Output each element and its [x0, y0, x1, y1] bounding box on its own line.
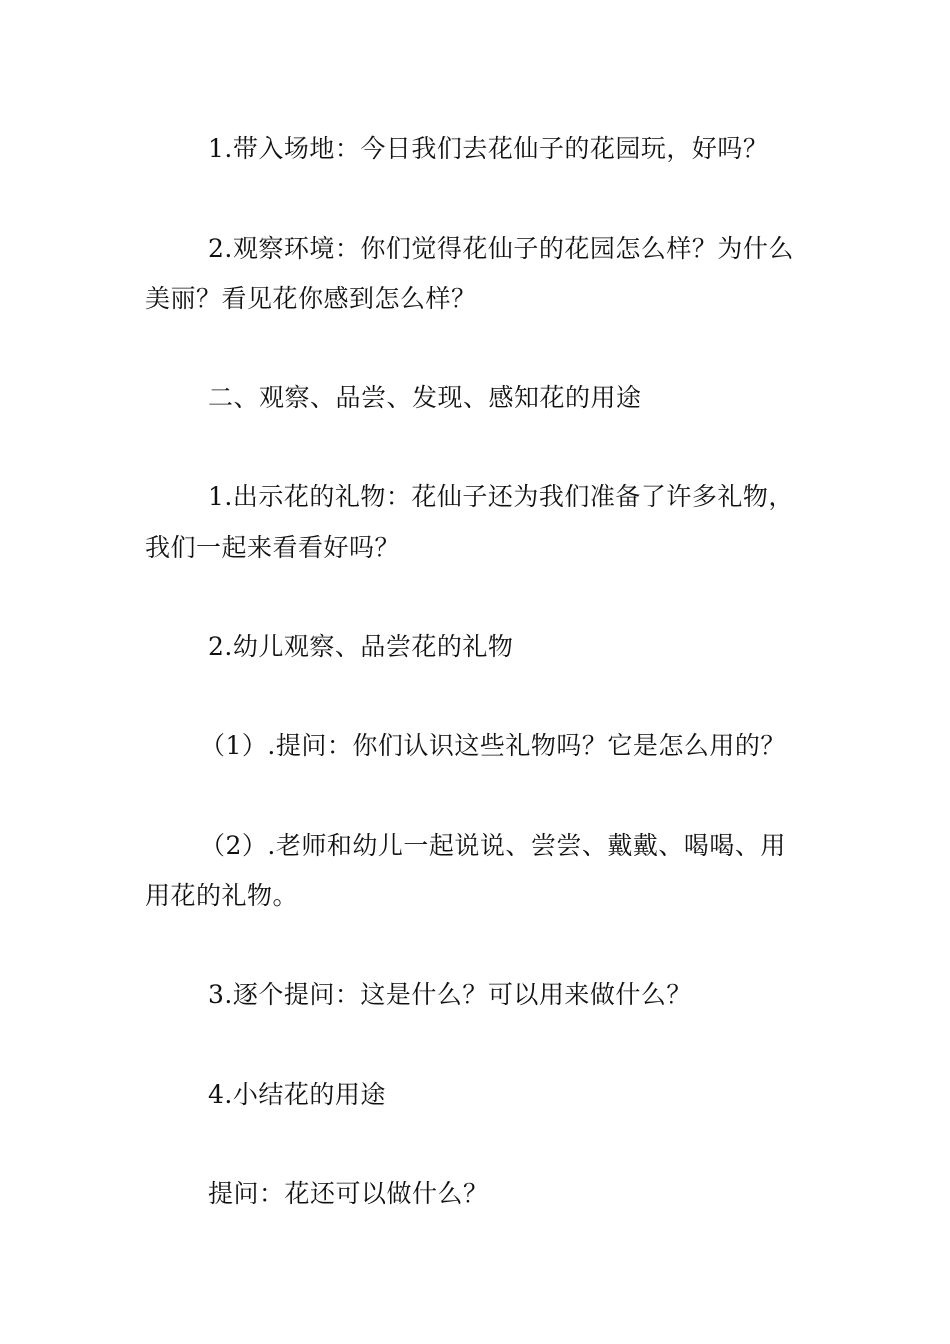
paragraph-6-line-1: （1）.提问：你们认识这些礼物吗？它是怎么用的？ — [200, 731, 786, 760]
section-heading: 二、观察、品尝、发现、感知花的用途 — [208, 383, 642, 412]
paragraph-8-line-1: 3.逐个提问：这是什么？可以用来做什么？ — [208, 980, 692, 1009]
paragraph-4-line-2: 我们一起来看看好吗？ — [145, 533, 401, 562]
paragraph-2-line-2: 美丽？看见花你感到怎么样？ — [145, 284, 477, 313]
paragraph-10-line-1: 提问：花还可以做什么？ — [208, 1179, 489, 1208]
paragraph-9-line-1: 4.小结花的用途 — [208, 1080, 386, 1109]
paragraph-2-line-1: 2.观察环境：你们觉得花仙子的花园怎么样？为什么 — [208, 234, 794, 263]
paragraph-4-line-1: 1.出示花的礼物：花仙子还为我们准备了许多礼物， — [208, 482, 794, 511]
paragraph-7-line-1: （2）.老师和幼儿一起说说、尝尝、戴戴、喝喝、用 — [200, 831, 786, 860]
paragraph-7-line-2: 用花的礼物。 — [145, 881, 299, 910]
paragraph-5-line-1: 2.幼儿观察、品尝花的礼物 — [208, 632, 514, 661]
paragraph-1-line-1: 1.带入场地：今日我们去花仙子的花园玩，好吗？ — [208, 134, 769, 163]
